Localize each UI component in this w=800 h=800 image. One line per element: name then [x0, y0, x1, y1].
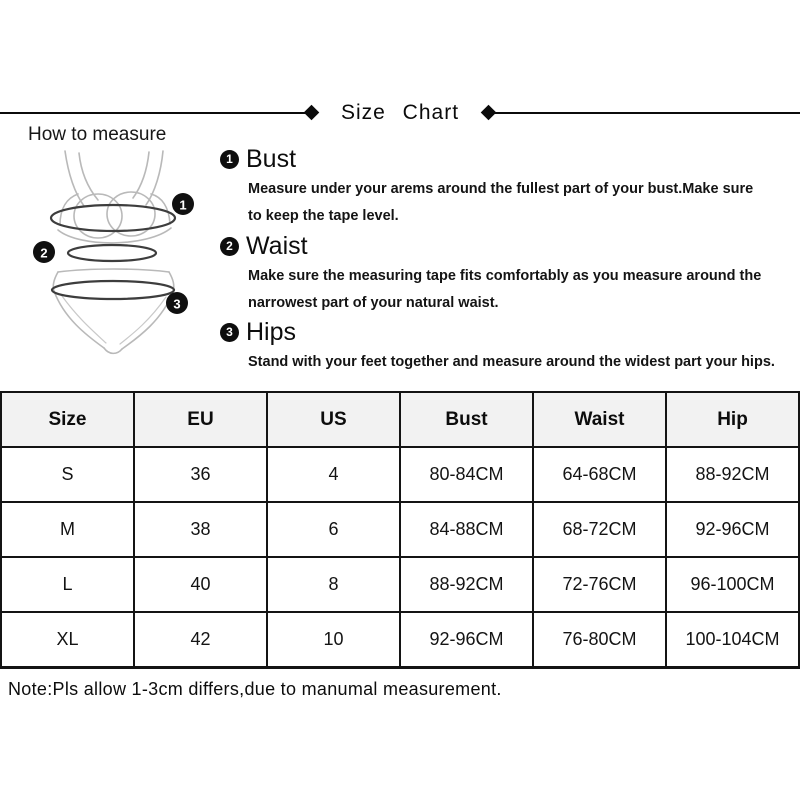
cell: 40 [134, 557, 267, 612]
title-rule-right [493, 112, 800, 114]
cell: S [1, 447, 134, 502]
cell: 80-84CM [400, 447, 533, 502]
page-title: Size Chart [340, 100, 460, 124]
table-row-m [1, 502, 799, 557]
step-3-badge: 3 [220, 323, 239, 342]
section-waist-description [248, 263, 792, 316]
cell: 10 [267, 612, 400, 667]
svg-text:3: 3 [173, 296, 181, 312]
section-hips-heading [220, 317, 792, 347]
section-bust-title: Bust [246, 144, 297, 173]
section-waist-title: Waist [246, 231, 308, 260]
description-line: narrowest part of your natural waist. [248, 294, 499, 311]
section-waist [220, 231, 792, 316]
marker-1-badge [172, 193, 194, 215]
cell: M [1, 502, 134, 557]
cell: 4 [267, 447, 400, 502]
section-bust-description [248, 176, 792, 229]
cell: 100-104CM [666, 612, 799, 667]
section-bust [220, 144, 792, 229]
cell: 76-80CM [533, 612, 666, 667]
description-line: Measure under your arems around the fullest part of your bust.Make sure [248, 181, 754, 197]
cell: 68-72CM [533, 502, 666, 557]
note-text: Note:Pls allow 1-3cm differs,due to manumal measurement. [8, 679, 502, 699]
table-row-s [1, 447, 799, 502]
cell: XL [1, 612, 134, 667]
cell: 92-96CM [666, 502, 799, 557]
description-line: Stand with your feet together and measure around the widest part your hips. [248, 354, 775, 370]
cell: 92-96CM [400, 612, 533, 667]
cell: 88-92CM [400, 557, 533, 612]
cell: 38 [134, 502, 267, 557]
section-hips-description [248, 349, 792, 376]
section-hips-title: Hips [246, 317, 297, 346]
svg-text:2: 2 [40, 245, 48, 261]
size-table [0, 391, 800, 669]
cell: 36 [134, 447, 267, 502]
col-header-eu: EU [134, 392, 267, 447]
hip-tape-line [52, 281, 174, 299]
col-header-us: US [267, 392, 400, 447]
marker-2-badge [33, 241, 55, 263]
marker-3-badge [166, 292, 188, 314]
section-hips [220, 317, 792, 376]
table-row-l [1, 557, 799, 612]
bikini-measure-illustration [20, 148, 220, 363]
description-line: to keep the tape level. [248, 207, 399, 224]
cell: 84-88CM [400, 502, 533, 557]
step-2-badge: 2 [220, 237, 239, 256]
cell: 96-100CM [666, 557, 799, 612]
cell: 64-68CM [533, 447, 666, 502]
how-to-measure-label: How to measure [28, 124, 167, 145]
section-bust-heading [220, 144, 792, 174]
col-header-hip: Hip [666, 392, 799, 447]
col-header-bust: Bust [400, 392, 533, 447]
cell: 72-76CM [533, 557, 666, 612]
title-bar [0, 99, 800, 126]
cell: 42 [134, 612, 267, 667]
waist-tape-line [68, 245, 156, 261]
bust-tape-line [51, 205, 175, 231]
svg-text:1: 1 [179, 197, 187, 213]
cell: 88-92CM [666, 447, 799, 502]
table-row-xl [1, 612, 799, 667]
cell: 8 [267, 557, 400, 612]
col-header-size: Size [1, 392, 134, 447]
step-1-badge: 1 [220, 150, 239, 169]
section-waist-heading [220, 231, 792, 261]
size-table-header-row [1, 392, 799, 447]
col-header-waist: Waist [533, 392, 666, 447]
cell: L [1, 557, 134, 612]
title-rule-left [0, 112, 307, 114]
cell: 6 [267, 502, 400, 557]
description-line: Make sure the measuring tape fits comfortably as you measure around the [248, 268, 762, 284]
